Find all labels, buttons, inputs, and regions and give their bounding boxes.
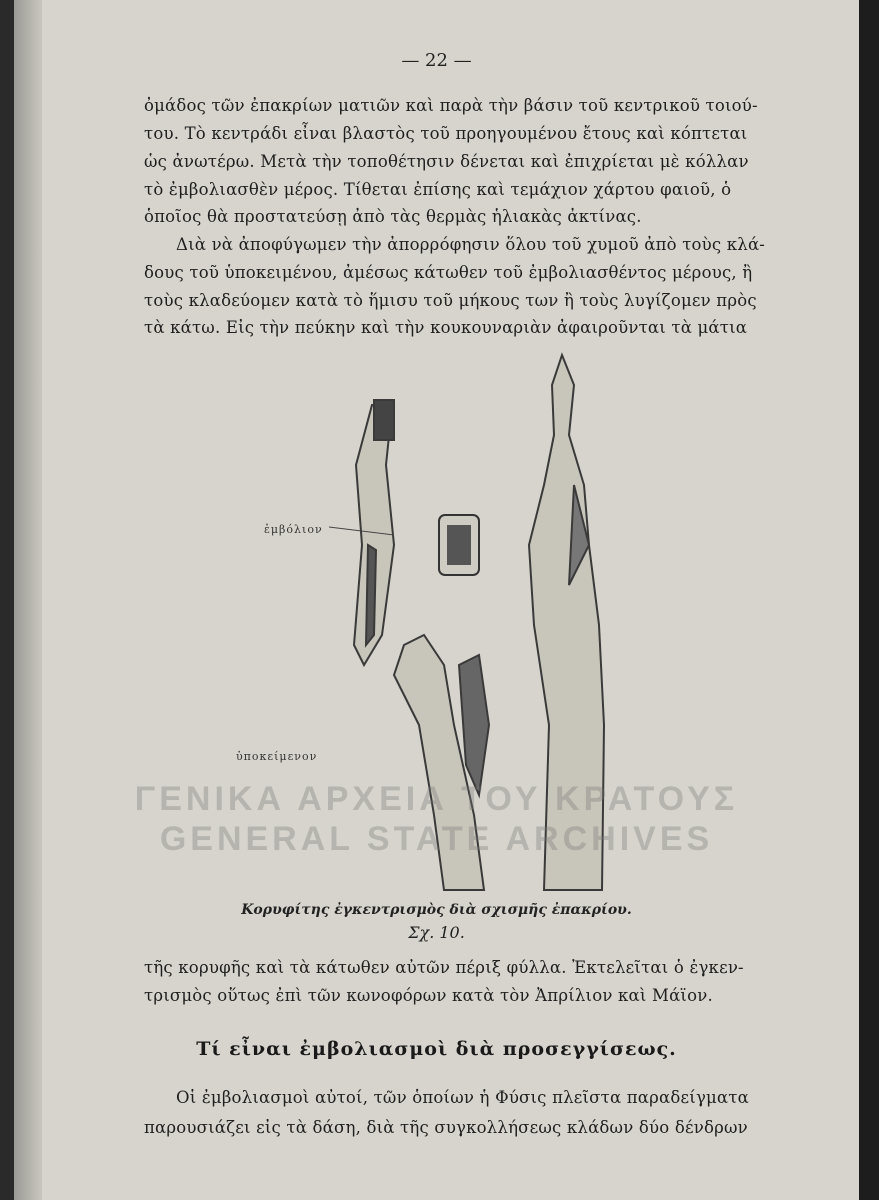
figure-number: Σχ. 10.	[408, 923, 465, 942]
section-title: Τί εἶναι ἐμβολιασμοὶ διὰ προσεγγίσεως.	[196, 1038, 677, 1060]
text-line: του. Τὸ κεντράδι εἶναι βλαστὸς τοῦ προηγουμένου ἔτους καὶ κόπτεται	[144, 124, 748, 143]
text-line: τὰ κάτω. Εἰς τὴν πεύκην καὶ τὴν κουκουναριὰν ἀφαιροῦνται τὰ μάτια	[144, 318, 748, 337]
text-line: ὀμάδος τῶν ἐπακρίων ματιῶν καὶ παρὰ τὴν βάσιν τοῦ κεντρικοῦ τοιού-	[144, 96, 758, 115]
text-line: τὸ ἐμβολιασθὲν μέρος. Τίθεται ἐπίσης καὶ τεμάχιον χάρτου φαιοῦ, ὁ	[144, 180, 732, 199]
text-line: τοὺς κλαδεύομεν κατὰ τὸ ἥμισυ τοῦ μήκους των ἢ τοὺς λυγίζομεν πρὸς	[144, 291, 757, 310]
page-number: — 22 —	[401, 50, 472, 71]
watermark-english: GENERAL STATE ARCHIVES	[159, 820, 714, 858]
label-scion: ἐμβόλιον	[264, 523, 323, 536]
figure-caption: Κορυφίτης ἐγκεντρισμὸς διὰ σχισμῆς ἐπακρίου.	[241, 902, 632, 918]
book-page	[14, 0, 859, 1200]
text-line: Διὰ νὰ ἀποφύγωμεν τὴν ἀπορρόφησιν ὅλου τοῦ χυμοῦ ἀπὸ τοὺς κλά-	[176, 235, 766, 254]
text-line: ὡς ἀνωτέρω. Μετὰ τὴν τοποθέτησιν δένεται καὶ ἐπιχρίεται μὲ κόλλαν	[144, 152, 749, 171]
text-line: δους τοῦ ὑποκειμένου, ἀμέσως κάτωθεν τοῦ ἐμβολιασθέντος μέρους, ἢ	[144, 263, 753, 282]
label-rootstock: ὑποκείμενον	[236, 750, 318, 763]
text-line: παρουσιάζει εἰς τὰ δάση, διὰ τῆς συγκολλήσεως κλάδων δύο δένδρων	[144, 1118, 748, 1137]
text-line: ὁποῖος θὰ προστατεύσῃ ἀπὸ τὰς θερμὰς ἡλιακὰς ἀκτίνας.	[144, 207, 642, 226]
cut-wedge	[439, 515, 479, 575]
text-line: Οἱ ἐμβολιασμοὶ αὐτοί, τῶν ὁποίων ἡ Φύσις πλεῖστα παραδείγματα	[176, 1088, 749, 1107]
text-line: τῆς κορυφῆς καὶ τὰ κάτωθεν αὐτῶν πέριξ φύλλα. Ἐκτελεῖται ὁ ἐγκεν-	[144, 958, 744, 977]
text-line: τρισμὸς οὕτως ἐπὶ τῶν κωνοφόρων κατὰ τὸν Ἀπρίλιον καὶ Μάϊον.	[144, 986, 713, 1005]
page-edge-shadow	[859, 0, 879, 1200]
watermark-greek: ΓΕΝΙΚΑ ΑΡΧΕΙΑ ΤΟΥ ΚΡΑΤΟΥΣ	[134, 780, 739, 818]
